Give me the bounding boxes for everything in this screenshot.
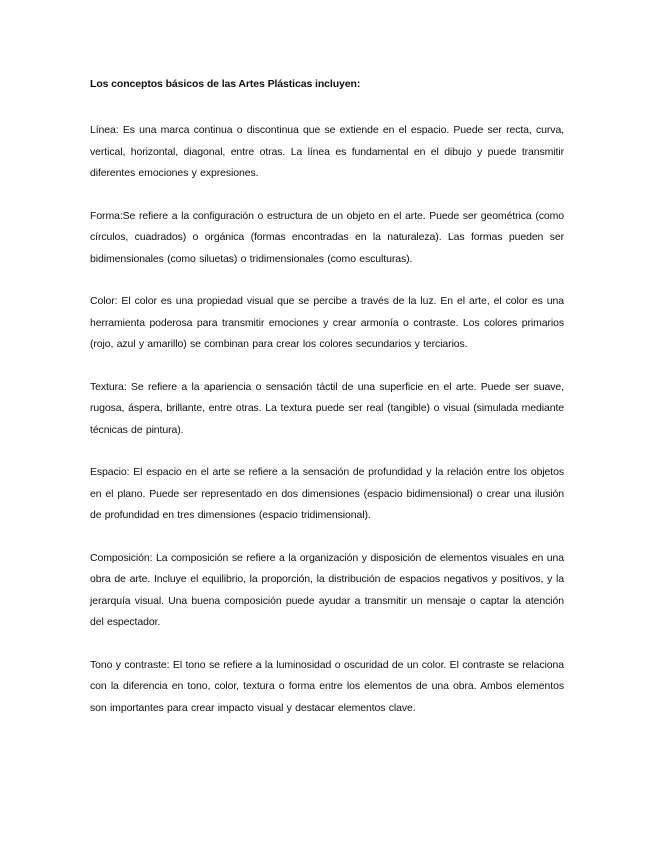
document-body bbox=[90, 76, 564, 740]
paragraph-composicion: Composición: La composición se refiere a la organización y disposición de elementos visuales en una obra de arte. Incluye el equilibrio, la proporción, la distribución de espacios negativos y positivos, y la jerarquía visual. Una buena composición puede ayudar a transmitir un mensaje o captar la atención del espectador. bbox=[90, 551, 564, 628]
paragraph-forma: Forma:Se refiere a la configuración o estructura de un objeto en el arte. Puede ser geométrica (como círculos, cuadrados) o orgánica (formas encontradas en la naturaleza). Las formas pueden ser bidimensionales (como siluetas) o tridimensionales (como esculturas). bbox=[90, 209, 564, 265]
paragraph-linea: Línea: Es una marca continua o discontinua que se extiende en el espacio. Puede ser recta, curva, vertical, horizontal, diagonal, entre otras. La línea es fundamental en el dibujo y puede transmitir diferentes emociones y expresiones. bbox=[90, 124, 564, 179]
document-heading: Los conceptos básicos de las Artes Plásticas incluyen: bbox=[90, 78, 361, 90]
paragraph-textura: Textura: Se refiere a la apariencia o sensación táctil de una superficie en el arte. Puede ser suave, rugosa, áspera, brillante, entre otras. La textura puede ser real (tangible) o visual (simulada mediante técnicas de pintura). bbox=[90, 380, 564, 436]
paragraph-espacio: Espacio: El espacio en el arte se refiere a la sensación de profundidad y la relación entre los objetos en el plano. Puede ser representado en dos dimensiones (espacio bidimensional) o crear una ilusión de profundidad en tres dimensiones (espacio tridimensional). bbox=[90, 466, 564, 521]
paragraph-tono-contraste: Tono y contraste: El tono se refiere a la luminosidad o oscuridad de un color. El contraste se relaciona con la diferencia en tono, color, textura o forma entre los elementos de una obra. Ambos elementos son importantes para crear impacto visual y destacar elementos clave. bbox=[90, 658, 564, 714]
paragraph-color: Color: El color es una propiedad visual que se percibe a través de la luz. En el arte, el color es una herramienta poderosa para transmitir emociones y crear armonía o contraste. Los colores primarios (rojo, azul y amarillo) se combinan para crear los colores secundarios y terciarios. bbox=[90, 295, 564, 350]
